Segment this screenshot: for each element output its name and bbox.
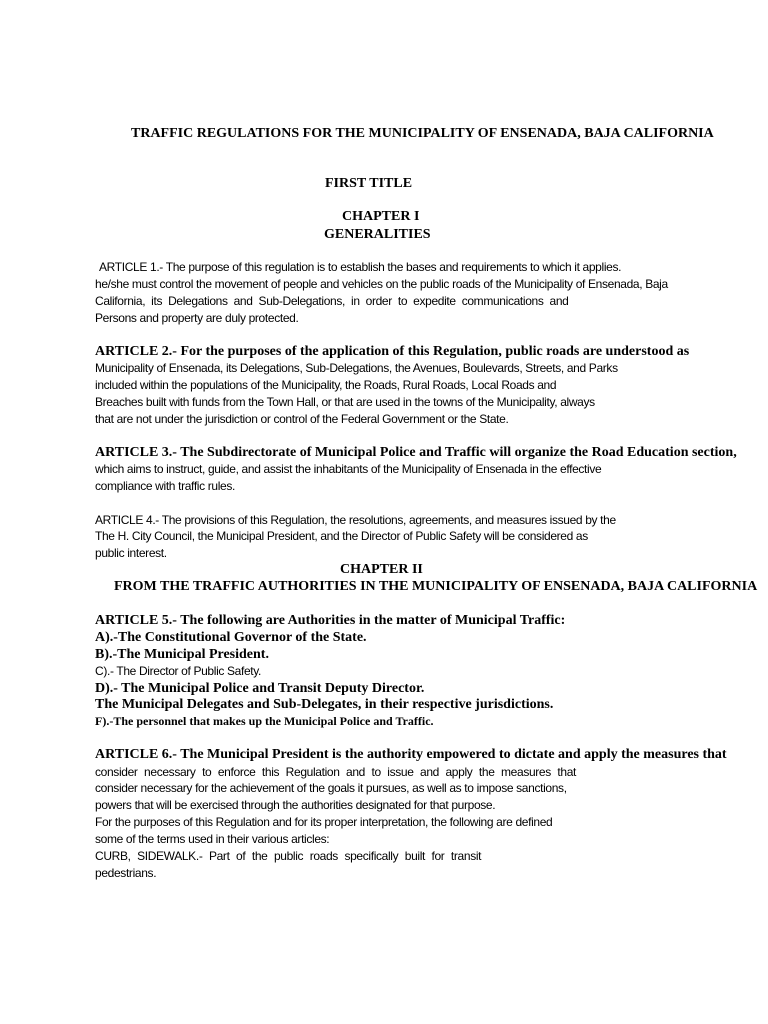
article1-line: Persons and property are duly protected. [95, 311, 299, 325]
chapter2-subheading: FROM THE TRAFFIC AUTHORITIES IN THE MUNICIPALITY OF ENSENADA, BAJA CALIFORNIA [114, 579, 758, 594]
article6-line: consider necessary for the achievement of the goals it pursues, as well as to impose sanctions, [95, 781, 567, 795]
article5-item-c: C).- The Director of Public Safety. [95, 664, 262, 678]
article3-heading: ARTICLE 3.- The Subdirectorate of Municipal Police and Traffic will organize the Road Education section, [95, 445, 737, 460]
article6-line: pedestrians. [95, 866, 157, 880]
article4-line: The H. City Council, the Municipal President, and the Director of Public Safety will be considered as [95, 529, 588, 543]
article6-line: some of the terms used in their various articles: [95, 832, 330, 846]
article6-line: powers that will be exercised through the authorities designated for that purpose. [95, 798, 496, 812]
chapter1-heading: CHAPTER I [342, 209, 420, 224]
article4-line: public interest. [95, 546, 167, 560]
article3-line: compliance with traffic rules. [95, 479, 236, 493]
article2-line: Municipality of Ensenada, its Delegations, Sub-Delegations, the Avenues, Boulevards, Streets, and Parks [95, 361, 618, 375]
article1-line: California, its Delegations and Sub-Delegations, in order to expedite communications and [95, 294, 569, 308]
chapter1-subheading: GENERALITIES [324, 227, 431, 242]
article5-item-e: The Municipal Delegates and Sub-Delegates, in their respective jurisdictions. [95, 697, 554, 712]
article4-line: ARTICLE 4.- The provisions of this Regulation, the resolutions, agreements, and measures issued by the [95, 513, 616, 527]
document-title: TRAFFIC REGULATIONS FOR THE MUNICIPALITY OF ENSENADA, BAJA CALIFORNIA [131, 126, 714, 141]
article2-heading: ARTICLE 2.- For the purposes of the application of this Regulation, public roads are understood as [95, 344, 690, 359]
article5-item-a: A).-The Constitutional Governor of the State. [95, 630, 367, 645]
article1-line: he/she must control the movement of people and vehicles on the public roads of the Municipality of Ensenada, Baja [95, 277, 668, 291]
article6-heading: ARTICLE 6.- The Municipal President is the authority empowered to dictate and apply the measures that [95, 747, 727, 762]
article5-item-b: B).-The Municipal President. [95, 647, 269, 662]
article2-line: that are not under the jurisdiction or control of the Federal Government or the State. [95, 412, 509, 426]
first-title-heading: FIRST TITLE [325, 176, 413, 191]
article1-line: ARTICLE 1.- The purpose of this regulation is to establish the bases and requirements to which it applies. [99, 260, 622, 274]
chapter2-heading: CHAPTER II [340, 562, 423, 577]
article5-heading: ARTICLE 5.- The following are Authorities in the matter of Municipal Traffic: [95, 613, 566, 628]
article6-line: CURB, SIDEWALK.- Part of the public roads specifically built for transit [95, 849, 482, 863]
article2-line: Breaches built with funds from the Town Hall, or that are used in the towns of the Municipality, always [95, 395, 595, 409]
article6-line: For the purposes of this Regulation and for its proper interpretation, the following are defined [95, 815, 553, 829]
article5-item-d: D).- The Municipal Police and Transit Deputy Director. [95, 681, 425, 696]
article2-line: included within the populations of the Municipality, the Roads, Rural Roads, Local Roads and [95, 378, 557, 392]
article6-line: consider necessary to enforce this Regulation and to issue and apply the measures that [95, 765, 577, 779]
article5-item-f: F).-The personnel that makes up the Municipal Police and Traffic. [95, 714, 434, 728]
article3-line: which aims to instruct, guide, and assist the inhabitants of the Municipality of Ensenada in the effective [95, 462, 602, 476]
